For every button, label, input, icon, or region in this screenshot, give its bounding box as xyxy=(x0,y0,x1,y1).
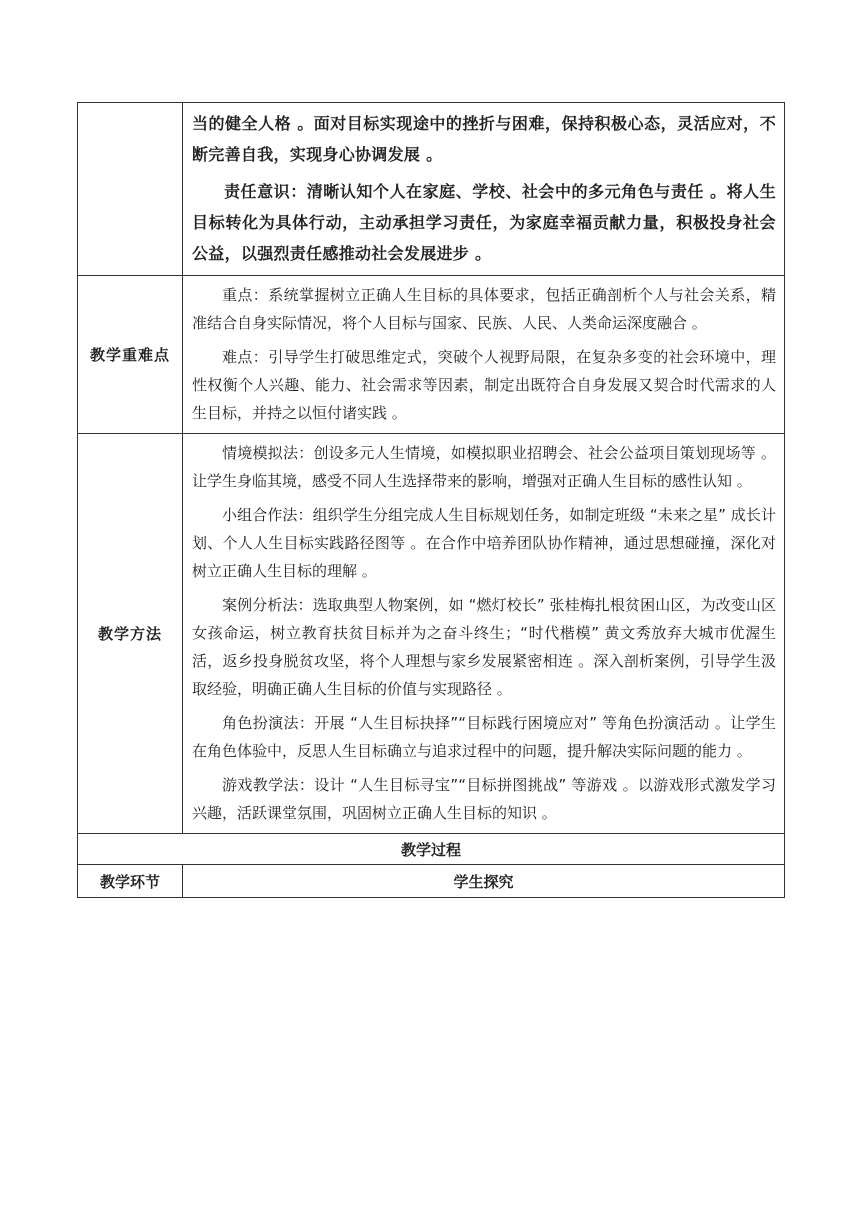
table-row-key-points xyxy=(78,276,785,434)
table-row-stage-header xyxy=(78,865,785,898)
paragraph-healthy-personality: 当的健全人格 。面对目标实现途中的挫折与困难，保持积极心态，灵活应对，不断完善自我，实现身心协调发展 。 xyxy=(192,114,776,164)
stage-header-left: 教学环节 xyxy=(78,865,183,898)
key-points-label: 教学重难点 xyxy=(78,276,183,434)
table-row-literacy-continuation xyxy=(78,103,785,276)
paragraph-difficulty: 难点：引导学生打破思维定式，突破个人视野局限，在复杂多变的社会环境中，理性权衡个人兴趣、能力、社会需求等因素，制定出既符合自身发展又契合时代需求的人生目标，并持之以恒付诸实践 。 xyxy=(192,348,776,422)
paragraph-key-point: 重点：系统掌握树立正确人生目标的具体要求，包括正确剖析个人与社会关系，精准结合自身实际情况，将个人目标与国家、民族、人民、人类命运深度融合 。 xyxy=(192,286,776,332)
key-points-content-cell xyxy=(183,276,785,434)
paragraph-group-method: 小组合作法：组织学生分组完成人生目标规划任务，如制定班级 “未来之星” 成长计划、个人人生目标实践路径图等 。在合作中培养团队协作精神，通过思想碰撞，深化对树立正确人生目标的理解 。 xyxy=(192,506,776,580)
table-row-methods xyxy=(78,434,785,834)
paragraph-responsibility: 责任意识：清晰认知个人在家庭、学校、社会中的多元角色与责任 。将人生目标转化为具体行动，主动承担学习责任，为家庭幸福贡献力量，积极投身社会公益，以强烈责任感推动社会发展进步 。 xyxy=(192,182,776,263)
paragraph-case-method: 案例分析法：选取典型人物案例，如 “燃灯校长” 张桂梅扎根贫困山区，为改变山区女孩命运，树立教育扶贫目标并为之奋斗终生；“时代楷模” 黄文秀放弃大城市优渥生活，返乡投身脱贫攻坚，将个人理想与家乡发展紧密相连 。深入剖析案例，引导学生汲取经验，明确正确人生目标的价值与实现路径 。 xyxy=(192,596,776,698)
methods-content-cell xyxy=(183,434,785,834)
stage-header-right: 学生探究 xyxy=(183,865,785,898)
continuation-content-cell xyxy=(183,103,785,276)
methods-label: 教学方法 xyxy=(78,434,183,834)
process-header: 教学过程 xyxy=(78,834,785,865)
paragraph-game-method: 游戏教学法：设计 “人生目标寻宝”“目标拼图挑战” 等游戏 。以游戏形式激发学习兴趣，活跃课堂氛围，巩固树立正确人生目标的知识 。 xyxy=(192,776,776,822)
paragraph-roleplay-method: 角色扮演法：开展 “人生目标抉择”“目标践行困境应对” 等角色扮演活动 。让学生在角色体验中，反思人生目标确立与追求过程中的问题，提升解决实际问题的能力 。 xyxy=(192,714,776,760)
empty-label-cell xyxy=(78,103,183,276)
lesson-plan-table xyxy=(77,102,785,898)
table-row-process-header xyxy=(78,834,785,865)
paragraph-situation-method: 情境模拟法：创设多元人生情境，如模拟职业招聘会、社会公益项目策划现场等 。让学生身临其境，感受不同人生选择带来的影响，增强对正确人生目标的感性认知 。 xyxy=(192,444,776,490)
